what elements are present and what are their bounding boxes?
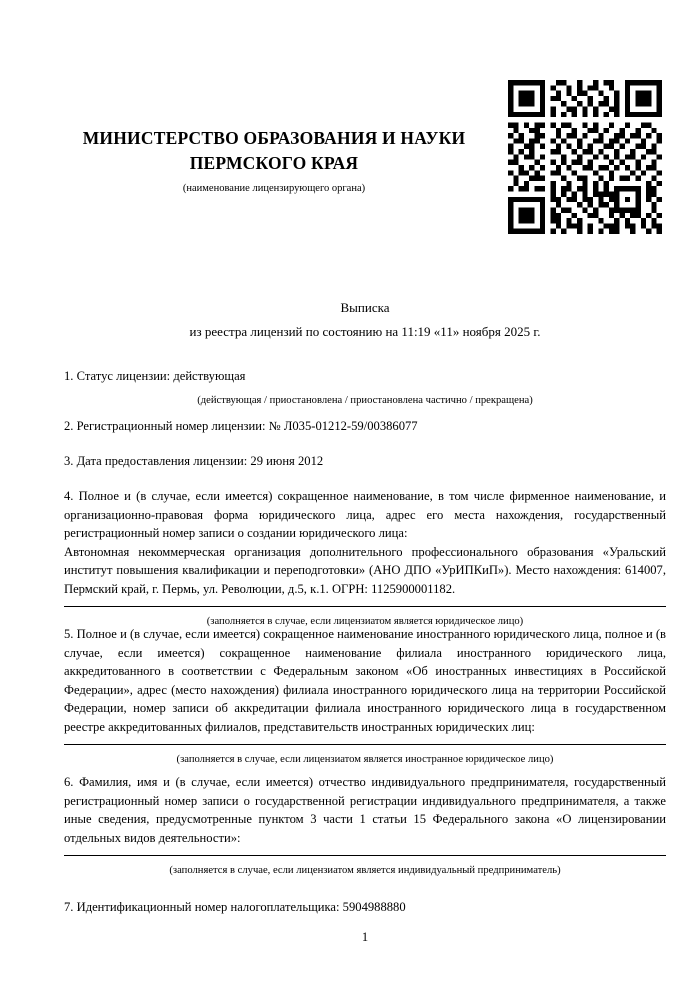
item-taxpayer-number	[64, 898, 666, 917]
item-4-text: 4. Полное и (в случае, если имеется) сокращенное наименование, в том числе фирменное наименование, и организационно-правовая форма юридического лица, адрес его места нахождения, государственный регистрационный номер записи о создании юридического лица:	[64, 489, 666, 540]
item-6-rule	[64, 855, 666, 856]
item-registration-number	[64, 417, 666, 436]
page-number: 1	[361, 930, 369, 944]
ministry-subtitle: (наименование лицензирующего органа)	[182, 183, 366, 194]
item-6-caption: (заполняется в случае, если лицензиатом является индивидуальный предприниматель)	[169, 865, 561, 876]
item-5-text: 5. Полное и (в случае, если имеется) сокращенное наименование иностранного юридического лица, полное и (в случае, если имеется) сокращенное наименование филиала иностранного юридического лица, аккредитованного в соответствии с Федеральным законом «Об иностранных инвестициях в Российской Федерации», адрес (место нахождения) филиала иностранного юридического лица на территории Российской Федерации, номер записи об аккредитации филиала иностранного юридического лица в государственном реестре аккредитованных филиалов, представительств иностранных юридических лиц:	[64, 627, 666, 734]
item-5-rule	[64, 744, 666, 745]
item-foreign-entity	[64, 625, 666, 770]
item-6-text: 6. Фамилия, имя и (в случае, если имеется) отчество индивидуального предпринимателя, государственный регистрационный номер записи о государственной регистрации индивидуального предпринимателя, а также иные сведения, предусмотренные пунктом 3 части 1 статьи 15 Федерального закона «О лицензировании отдельных видов деятельности»:	[64, 775, 666, 845]
item-4-caption: (заполняется в случае, если лицензиатом является юридическое лицо)	[206, 616, 524, 627]
item-4-rule	[64, 606, 666, 607]
item-legal-entity	[64, 487, 666, 632]
item-individual-entrepreneur	[64, 773, 666, 881]
item-3-text: 3. Дата предоставления лицензии: 29 июня 2012	[64, 454, 324, 468]
ministry-header	[64, 126, 484, 194]
item-status	[64, 367, 666, 410]
ministry-name-line2: ПЕРМСКОГО КРАЯ	[189, 153, 359, 173]
item-1-caption: (действующая / приостановлена / приостановлена частично / прекращена)	[197, 394, 533, 406]
item-1-text: 1. Статус лицензии: действующая	[64, 369, 246, 383]
document-title	[64, 298, 666, 342]
title-line2: из реестра лицензий по состоянию на 11:19 «11» ноября 2025 г.	[189, 324, 541, 339]
item-issue-date	[64, 452, 666, 471]
item-4-value: Автономная некоммерческая организация дополнительного профессионального образования «Уральский институт повышения квалификации и переподготовки» (АНО ДПО «УрИПКиП»). Место нахождения: 614007, Пермский край, г. Пермь, ул. Революции, д.5, к.1. ОГРН: 1125900001182.	[64, 544, 666, 596]
item-5-caption: (заполняется в случае, если лицензиатом является иностранное юридическое лицо)	[176, 754, 554, 765]
title-line1: Выписка	[340, 300, 390, 315]
document-content	[64, 0, 666, 989]
qr-code	[508, 80, 662, 234]
item-7-text: 7. Идентификационный номер налогоплательщика: 5904988880	[64, 900, 406, 914]
item-2-text: 2. Регистрационный номер лицензии: № Л035-01212-59/00386077	[64, 419, 418, 433]
ministry-name-line1: МИНИСТЕРСТВО ОБРАЗОВАНИЯ И НАУКИ	[82, 128, 466, 148]
